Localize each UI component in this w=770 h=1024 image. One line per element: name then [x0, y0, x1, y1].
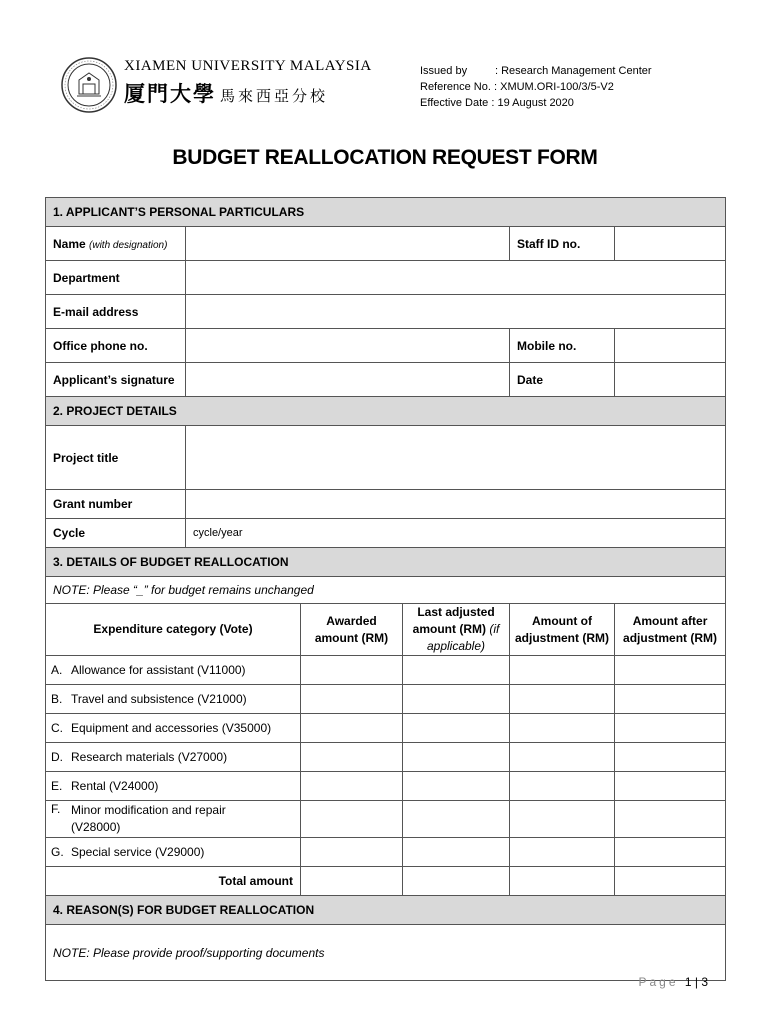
section-4-heading: 4. REASON(S) FOR BUDGET REALLOCATION	[46, 896, 726, 925]
col-header-last-adjusted-sub: (if applicable)	[426, 622, 500, 653]
col-header-adjustment: Amount of adjustment (RM)	[510, 604, 615, 656]
university-name-english: XIAMEN UNIVERSITY MALAYSIA	[124, 58, 372, 74]
office-phone-label: Office phone no.	[46, 329, 186, 363]
category-cell: C. Equipment and accessories (V35000)	[46, 714, 301, 743]
grant-number-field[interactable]	[186, 490, 726, 519]
category-cell: G. Special service (V29000)	[46, 838, 301, 867]
category-cell: D. Research materials (V27000)	[46, 743, 301, 772]
adjustment-cell[interactable]	[510, 838, 615, 867]
awarded-cell[interactable]	[301, 772, 403, 801]
after-cell[interactable]	[615, 656, 726, 685]
document-header	[60, 56, 720, 116]
university-name-chinese-main: 厦門大學	[124, 81, 216, 106]
after-cell[interactable]	[615, 743, 726, 772]
reason-field[interactable]	[46, 925, 726, 981]
form-title: BUDGET REALLOCATION REQUEST FORM	[172, 146, 598, 169]
table-row	[46, 743, 726, 772]
total-adjustment-cell[interactable]	[510, 867, 615, 896]
section-1-heading: 1. APPLICANT’S PERSONAL PARTICULARS	[46, 198, 726, 227]
category-cell: B. Travel and subsistence (V21000)	[46, 685, 301, 714]
last-adjusted-cell[interactable]	[403, 714, 510, 743]
budget-reallocation-form	[45, 197, 726, 981]
total-label: Total amount	[46, 867, 301, 896]
last-adjusted-cell[interactable]	[403, 838, 510, 867]
project-title-field[interactable]	[186, 426, 726, 490]
last-adjusted-cell[interactable]	[403, 656, 510, 685]
email-field[interactable]	[186, 295, 726, 329]
table-row	[46, 656, 726, 685]
section-2-heading: 2. PROJECT DETAILS	[46, 397, 726, 426]
awarded-cell[interactable]	[301, 656, 403, 685]
project-title-label: Project title	[46, 426, 186, 490]
last-adjusted-cell[interactable]	[403, 801, 510, 838]
university-seal-logo	[60, 56, 118, 114]
effective-date-value: 19 August 2020	[497, 97, 574, 109]
total-row	[46, 867, 726, 896]
after-cell[interactable]	[615, 714, 726, 743]
after-cell[interactable]	[615, 685, 726, 714]
page-number: Page 1 | 3	[638, 975, 708, 989]
staff-id-field[interactable]	[615, 227, 726, 261]
department-field[interactable]	[186, 261, 726, 295]
col-header-category: Expenditure category (Vote)	[46, 604, 301, 656]
mobile-label: Mobile no.	[510, 329, 615, 363]
awarded-cell[interactable]	[301, 801, 403, 838]
after-cell[interactable]	[615, 772, 726, 801]
total-last-adjusted-cell[interactable]	[403, 867, 510, 896]
email-label: E-mail address	[46, 295, 186, 329]
adjustment-cell[interactable]	[510, 685, 615, 714]
table-row	[46, 801, 726, 838]
awarded-cell[interactable]	[301, 838, 403, 867]
date-label: Date	[510, 363, 615, 397]
document-meta	[420, 63, 652, 111]
category-cell: F. Minor modification and repair (V28000)	[46, 801, 301, 838]
adjustment-cell[interactable]	[510, 714, 615, 743]
name-label: Name (with designation)	[46, 227, 186, 261]
last-adjusted-cell[interactable]	[403, 743, 510, 772]
section-4-note: NOTE: Please provide proof/supporting documents	[53, 945, 325, 960]
col-header-after: Amount after adjustment (RM)	[615, 604, 726, 656]
col-header-last-adjusted: Last adjusted amount (RM) (if applicable)	[403, 604, 510, 656]
section-3-note: NOTE: Please “_” for budget remains unchanged	[46, 577, 726, 604]
table-row	[46, 685, 726, 714]
total-awarded-cell[interactable]	[301, 867, 403, 896]
after-cell[interactable]	[615, 801, 726, 838]
staff-id-label: Staff ID no.	[510, 227, 615, 261]
grant-number-label: Grant number	[46, 490, 186, 519]
name-field[interactable]	[186, 227, 510, 261]
mobile-field[interactable]	[615, 329, 726, 363]
university-name-chinese	[124, 78, 328, 108]
reference-label: Reference No. :	[420, 81, 498, 93]
signature-label: Applicant’s signature	[46, 363, 186, 397]
signature-field[interactable]	[186, 363, 510, 397]
adjustment-cell[interactable]	[510, 801, 615, 838]
cycle-field[interactable]: cycle/year	[186, 519, 726, 548]
category-cell: E. Rental (V24000)	[46, 772, 301, 801]
name-sublabel: (with designation)	[89, 239, 168, 251]
awarded-cell[interactable]	[301, 743, 403, 772]
after-cell[interactable]	[615, 838, 726, 867]
reference-value: XMUM.ORI-100/3/5-V2	[500, 81, 614, 93]
effective-date-label: Effective Date :	[420, 97, 495, 109]
department-label: Department	[46, 261, 186, 295]
table-row	[46, 772, 726, 801]
total-after-cell[interactable]	[615, 867, 726, 896]
awarded-cell[interactable]	[301, 685, 403, 714]
section-3-heading: 3. DETAILS OF BUDGET REALLOCATION	[46, 548, 726, 577]
last-adjusted-cell[interactable]	[403, 772, 510, 801]
university-name-chinese-sub: 馬來西亞分校	[220, 87, 329, 105]
table-row	[46, 838, 726, 867]
adjustment-cell[interactable]	[510, 743, 615, 772]
cycle-label: Cycle	[46, 519, 186, 548]
table-row	[46, 714, 726, 743]
adjustment-cell[interactable]	[510, 656, 615, 685]
col-header-awarded: Awarded amount (RM)	[301, 604, 403, 656]
office-phone-field[interactable]	[186, 329, 510, 363]
last-adjusted-cell[interactable]	[403, 685, 510, 714]
issued-by-label: Issued by	[420, 65, 468, 77]
date-field[interactable]	[615, 363, 726, 397]
awarded-cell[interactable]	[301, 714, 403, 743]
adjustment-cell[interactable]	[510, 772, 615, 801]
issued-by-value: : Research Management Center	[495, 65, 652, 77]
category-cell: A. Allowance for assistant (V11000)	[46, 656, 301, 685]
